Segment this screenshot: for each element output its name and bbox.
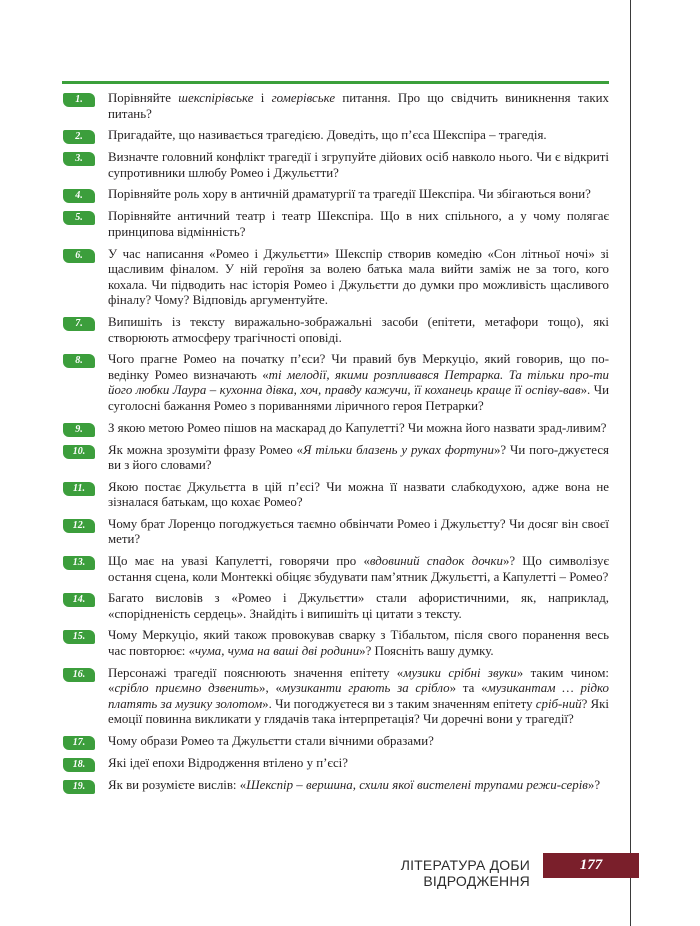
question-number-badge: 8. — [63, 354, 95, 368]
question-text — [108, 187, 609, 203]
question-number-badge: 11. — [63, 482, 95, 496]
question-item — [63, 443, 609, 474]
question-number-badge: 19. — [63, 780, 95, 794]
question-quote: шекспірівське — [178, 91, 254, 105]
question-quote: чума, чума на ваші дві родини — [195, 644, 360, 659]
question-quote: музики срібні звуки — [403, 665, 517, 680]
question-text — [108, 247, 609, 309]
question-quote: срібло приємно дзвенить — [114, 681, 260, 696]
question-item — [63, 517, 609, 548]
question-text-part: і — [253, 91, 272, 105]
question-quote: музиканти грають за срібло — [281, 681, 450, 696]
question-text — [108, 591, 609, 622]
question-text — [108, 734, 609, 750]
question-number-badge: 10. — [63, 445, 95, 459]
questions-list — [63, 91, 609, 800]
question-text-part: Як ви розумієте вислів: « — [108, 778, 247, 792]
question-text-part: Багато висловів з «Ромео і Джульєтти» стали афористичними, як, наприклад, «спорідненість сердець». Знайдіть і випишіть ці цитати з тексту. — [108, 591, 609, 621]
question-text-part: Пригадайте, що називається трагедією. Доведіть, що п’єса Шекспіра – трагедія. — [108, 128, 547, 143]
question-number-badge: 15. — [63, 630, 95, 644]
question-number-badge: 3. — [63, 152, 95, 166]
question-item — [63, 480, 609, 511]
question-text-part: З якою метою Ромео пішов на маскарад до Капулетті? Чи можна його назвати зрад-ливим? — [108, 420, 607, 435]
question-text-part: »? Що символізує остання сцена, коли Монтеккі обіцяє збудувати пам’ятник Джульєтті, а Капулетті – Ромео? — [108, 554, 609, 584]
question-text-part: » та « — [449, 681, 488, 696]
question-number-badge: 14. — [63, 593, 95, 607]
question-number-badge: 2. — [63, 130, 95, 144]
question-number-badge: 5. — [63, 211, 95, 225]
question-text-part: »? Поясніть вашу думку. — [359, 644, 494, 659]
question-text — [108, 756, 609, 772]
question-item — [63, 247, 609, 309]
question-text-part: питання. Про що свідчить виникнення таких питань? — [108, 91, 609, 121]
question-text-part: Чого прагне Ромео на початку п’єси? Чи правий був Меркуціо, який говорив, що по-ведінку Ромео визначають « — [108, 352, 609, 382]
question-number-badge: 13. — [63, 556, 95, 570]
question-text-part: Що має на увазі Капулетті, говорячи про « — [108, 554, 370, 569]
question-text-part: ? Які емоції повинна викликати у глядачів така інтерпретація? Чи доречні вони у трагедії? — [108, 696, 609, 727]
question-number-badge: 17. — [63, 736, 95, 750]
question-text-part: ». Чи погоджуєтеся ви з таким значенням епітету — [262, 696, 536, 711]
question-item — [63, 91, 609, 122]
question-item — [63, 666, 609, 728]
question-number-badge: 9. — [63, 423, 95, 437]
question-number-badge: 18. — [63, 758, 95, 772]
question-text-part: Персонажі трагедії пояснюють значення епітету « — [108, 665, 404, 680]
question-number-badge: 4. — [63, 189, 95, 203]
question-text-part: » таким чином: « — [108, 665, 610, 696]
question-text-part: Порівняйте античний театр і театр Шекспіра. Що в них спільного, а у чому полягає принципова відмінність? — [108, 209, 609, 239]
question-number-badge: 1. — [63, 93, 95, 107]
question-text-part: », « — [259, 681, 282, 696]
page-edge-line — [630, 0, 631, 926]
question-item — [63, 421, 609, 437]
question-item — [63, 352, 609, 414]
question-text-part: Чому образи Ромео та Джульєтти стали вічними образами? — [108, 734, 434, 748]
question-item — [63, 628, 609, 659]
question-text-part: Порівняйте — [108, 91, 179, 105]
question-text — [108, 91, 609, 122]
question-text — [108, 352, 609, 414]
question-number-badge: 6. — [63, 249, 95, 263]
question-quote: сріб-ний — [535, 696, 582, 711]
question-item — [63, 734, 609, 750]
question-number-badge: 7. — [63, 317, 95, 331]
question-quote: ті мелодії, якими розпливався Петрарка. Та тільки про-ти його любки Лаура – кухонна дівка, хоч, правду кажучи, її коханець краще її оспіву-вав — [108, 367, 609, 398]
question-quote: гомерівське — [271, 91, 336, 105]
question-text — [108, 315, 609, 346]
question-item — [63, 756, 609, 772]
question-item — [63, 187, 609, 203]
question-text — [108, 666, 609, 728]
question-text-part: Визначте головний конфлікт трагедії і згрупуйте дійових осіб навколо нього. Чи є відкриті супротивники шлюбу Ромео і Джульєтти? — [108, 150, 609, 180]
question-text — [108, 480, 609, 511]
question-text — [108, 421, 609, 437]
question-quote: музикантам … рідко платять за музику золотом — [108, 681, 609, 711]
footer-section-title: ЛІТЕРАТУРА ДОБИ ВІДРОДЖЕННЯ — [400, 857, 530, 889]
question-item — [63, 209, 609, 240]
question-quote: Шекспір – вершина, схили якої вистелені трупами режи-серів — [246, 778, 588, 792]
question-text-part: Як можна зрозуміти фразу Ромео « — [108, 442, 304, 457]
question-text-part: Чому Меркуціо, який також провокував сварку з Тібальтом, після свого поранення весь час повторює: « — [108, 628, 609, 659]
question-text — [108, 778, 609, 794]
question-text — [108, 128, 609, 144]
question-quote: Я тільки блазень у руках фортуни — [303, 442, 494, 457]
page-number: 177 — [543, 853, 639, 878]
section-top-rule — [62, 81, 609, 84]
question-item — [63, 315, 609, 346]
question-text-part: Випишіть із тексту виражально-зображальні засоби (епітети, метафори тощо), які створюють атмосферу трагічності оповіді. — [108, 314, 609, 345]
question-text-part: Чому брат Лоренцо погоджується таємно обвінчати Ромео і Джульєтту? Чи досяг він своєї мети? — [108, 516, 609, 547]
question-text-part: Порівняйте роль хору в античній драматургії та трагедії Шекспіра. Чи збігаються вони? — [108, 187, 591, 202]
question-text-part: Якою постає Джульєтта в цій п’єсі? Чи можна її назвати слабкодухою, адже вона не зізналася батькам, що кохає Ромео? — [108, 479, 609, 510]
question-item — [63, 591, 609, 622]
question-number-badge: 12. — [63, 519, 95, 533]
question-text-part: »? — [587, 778, 601, 792]
question-text — [108, 150, 609, 181]
question-text-part: »? Чи пого-джуєтеся ви з його словами? — [108, 442, 609, 473]
question-item — [63, 554, 609, 585]
question-text — [108, 628, 609, 659]
question-text — [108, 554, 609, 585]
question-text-part: У час написання «Ромео і Джульєтти» Шекспір створив комедію «Сон літньої ночі» зі щасливим фіналом. У ній героїня за волею батька мала вийти заміж не за того, кого кохала. Чи підводить нас історія Ромео і Джульєтти до думки про можливість щасливого фіналу? Чому? Відповідь аргументуйте. — [108, 246, 609, 308]
question-number-badge: 16. — [63, 668, 95, 682]
question-text — [108, 517, 609, 548]
question-text-part: ». Чи суголосні бажання Ромео з пориваннями ліричного героя Петрарки? — [108, 383, 610, 413]
question-quote: вдовиний спадок дочки — [369, 554, 503, 569]
question-item — [63, 150, 609, 181]
question-item — [63, 778, 609, 794]
question-text-part: Які ідеї епохи Відродження втілено у п’єсі? — [108, 756, 348, 770]
question-text — [108, 209, 609, 240]
question-item — [63, 128, 609, 144]
question-text — [108, 443, 609, 474]
